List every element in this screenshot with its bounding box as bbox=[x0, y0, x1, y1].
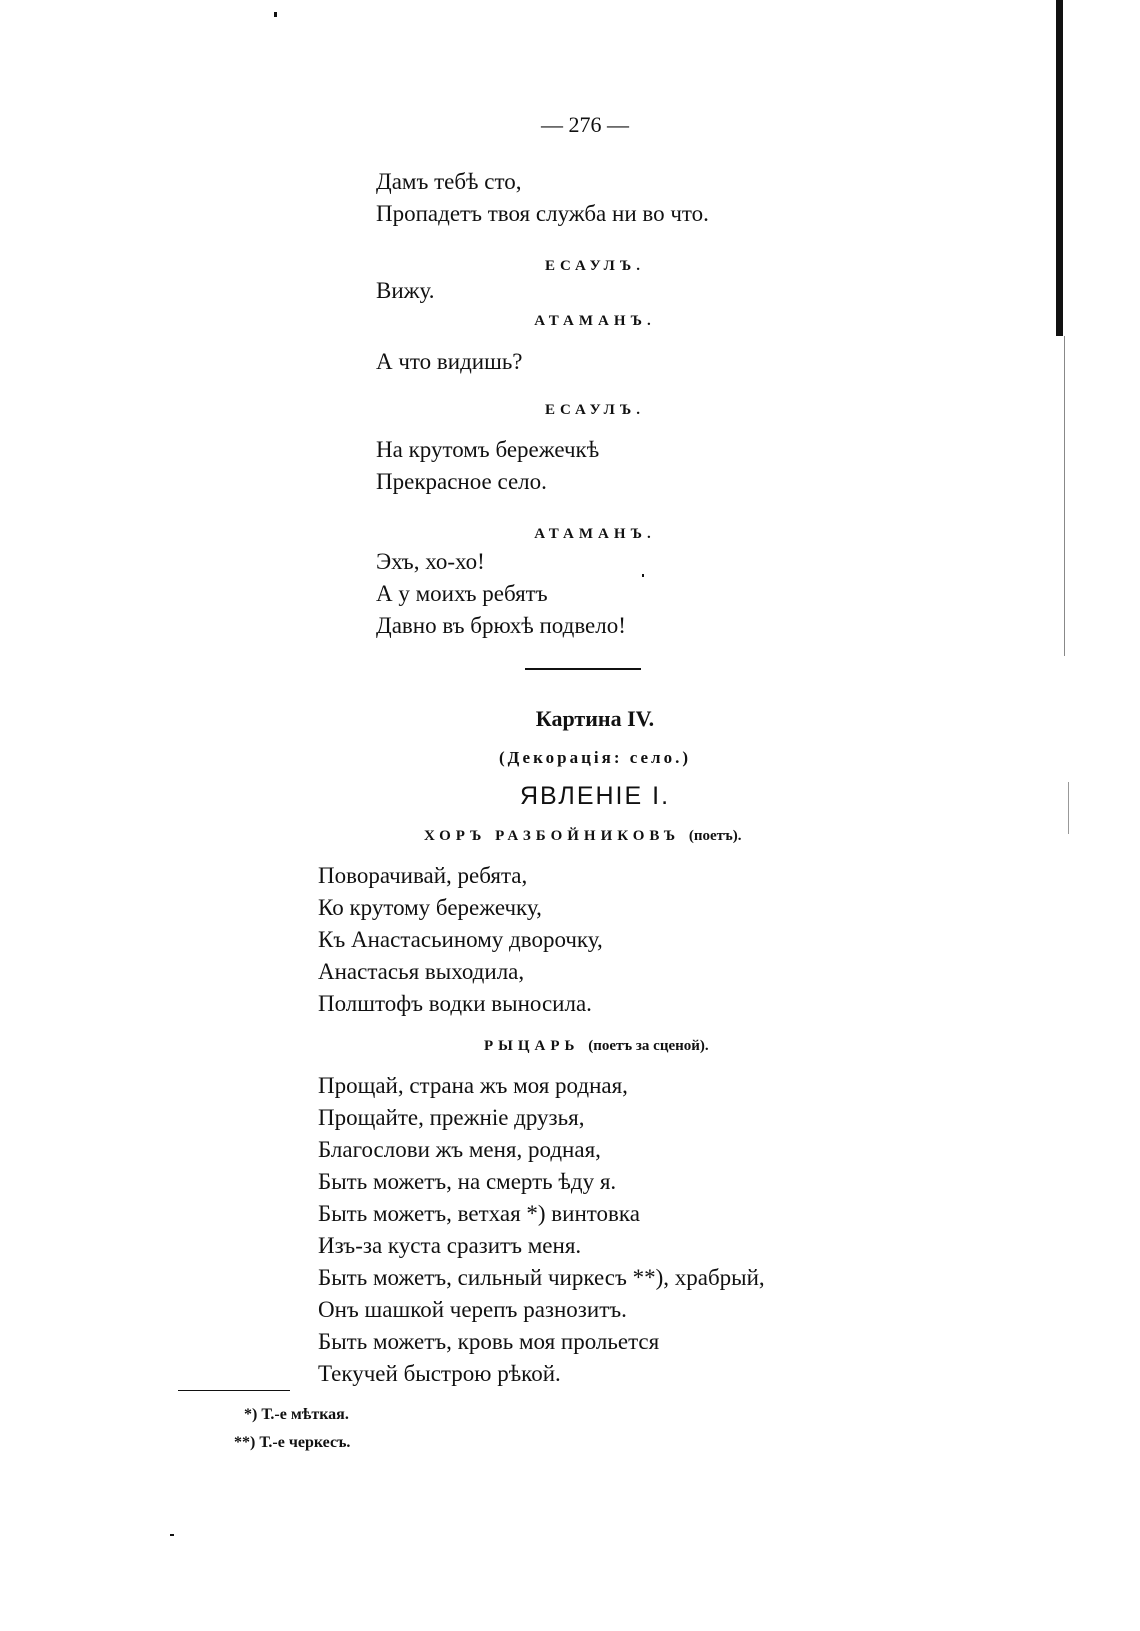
verse-line: А у моихъ ребятъ bbox=[376, 581, 548, 606]
footnote-rule bbox=[178, 1390, 290, 1391]
verse-line: Поворачивай, ребята, bbox=[318, 863, 528, 888]
verse-line: Анастасья выходила, bbox=[318, 959, 525, 984]
scan-edge-bar bbox=[1056, 0, 1063, 336]
verse-line: Пропадетъ твоя служба ни во что. bbox=[376, 201, 709, 226]
verse-line: Къ Анастасьиному дворочку, bbox=[318, 927, 603, 952]
speaker-esaul: ЕСАУЛЪ. bbox=[544, 258, 646, 274]
scene-title: Картина IV. bbox=[535, 706, 655, 731]
speaker-esaul: ЕСАУЛЪ. bbox=[544, 402, 646, 418]
verse-line: Вижу. bbox=[376, 278, 435, 303]
stage-direction: (поетъ). bbox=[688, 828, 742, 844]
scan-speck bbox=[274, 12, 277, 17]
verse-line: Быть можетъ, на смерть ѣду я. bbox=[318, 1169, 617, 1194]
decoration-note: (Декорація: село.) bbox=[498, 748, 691, 767]
verse-line: Быть можетъ, сильный чиркесъ **), храбрый, bbox=[318, 1265, 765, 1290]
section-divider bbox=[525, 668, 641, 670]
verse-line: Быть можетъ, кровь моя прольется bbox=[318, 1329, 660, 1354]
scan-edge-mark bbox=[1068, 782, 1069, 834]
verse-line: Текучей быстрою рѣкой. bbox=[318, 1361, 561, 1386]
verse-line: Изъ-за куста сразитъ меня. bbox=[318, 1233, 582, 1258]
page-number: — 276 — bbox=[541, 112, 629, 137]
speaker-knight bbox=[484, 1038, 709, 1055]
footnote: *) Т.-е мѣткая. bbox=[244, 1406, 349, 1423]
verse-line: Давно въ брюхѣ подвело! bbox=[376, 613, 626, 638]
verse-line: Прекрасное село. bbox=[376, 469, 547, 494]
verse-line: А что видишь? bbox=[376, 349, 523, 374]
verse-line: Дамъ тебѣ сто, bbox=[376, 169, 522, 194]
speaker-name: ХОРЪ РАЗБОЙНИКОВЪ bbox=[424, 828, 681, 844]
scan-edge-line bbox=[1064, 336, 1065, 656]
speaker-ataman: АТАМАНЪ. bbox=[534, 526, 656, 542]
verse-line: Ко крутому бережечку, bbox=[318, 895, 542, 920]
speaker-name: РЫЦАРЬ bbox=[484, 1038, 580, 1054]
verse-line: На крутомъ бережечкѣ bbox=[376, 437, 600, 462]
verse-line: Эхъ, хо-хо! bbox=[376, 549, 485, 574]
verse-line: Прощайте, прежніе друзья, bbox=[318, 1105, 585, 1130]
act-heading: ЯВЛЕНІЕ I. bbox=[519, 782, 671, 810]
verse-line: Полштофъ водки выносила. bbox=[318, 991, 592, 1016]
scan-speck bbox=[642, 574, 644, 577]
verse-line: Благослови жъ меня, родная, bbox=[318, 1137, 601, 1162]
speaker-chorus bbox=[424, 828, 742, 845]
verse-line: Прощай, страна жъ моя родная, bbox=[318, 1073, 628, 1098]
scan-speck bbox=[170, 1534, 174, 1536]
footnote: **) Т.-е черкесъ. bbox=[234, 1434, 351, 1451]
stage-direction: (поетъ за сценой). bbox=[588, 1038, 709, 1054]
speaker-ataman: АТАМАНЪ. bbox=[534, 313, 656, 329]
verse-line: Онъ шашкой черепъ разнозитъ. bbox=[318, 1297, 627, 1322]
verse-line: Быть можетъ, ветхая *) винтовка bbox=[318, 1201, 640, 1226]
